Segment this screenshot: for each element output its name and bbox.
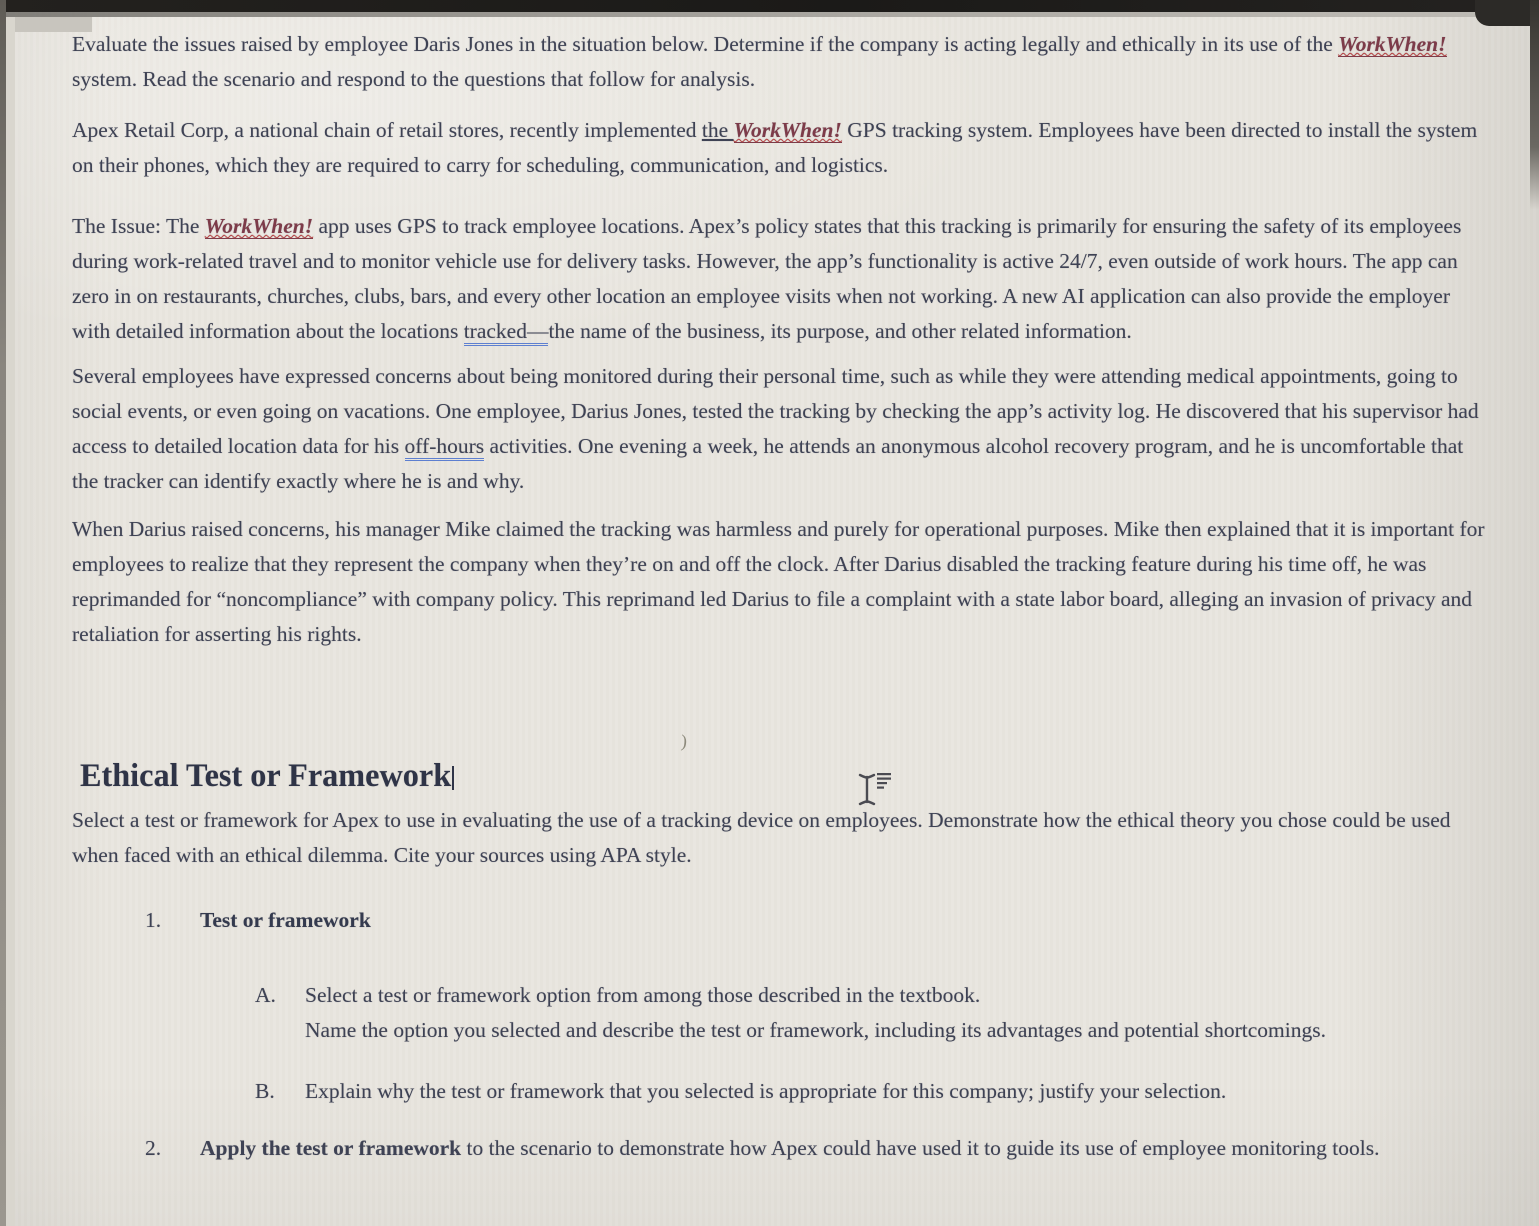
workwhen-link[interactable]: WorkWhen! (204, 214, 314, 238)
text-segment: Several employees have expressed concerns about being monitored during their personal time, such as while they were attending medical appointments, going to social events, or even going on vacations. One employee, Darius Jones, tested the tracking by checking the app’s activity log. He discovered that his supervisor had access to detailed location data for his (72, 364, 1479, 458)
the-issue-paragraph (72, 209, 1490, 349)
list-item-2 (72, 1131, 1490, 1166)
text-segment: app uses GPS to track employee locations. Apex’s policy states that this tracking is primarily for ensuring the safety of its employees during work-related travel and to monitor vehicle use for delivery tasks. However, the app’s functionality is active 24/7, even outside of work hours. The app can zero in on restaurants, churches, clubs, bars, and every other location an employee visits when not working. A new AI application can also provide the employer with detailed information about the locations (72, 214, 1462, 343)
ethical-test-heading (80, 758, 1490, 793)
list-line: Name the option you selected and describe the test or framework, including its advantages and potential shortcomings. (305, 1018, 1326, 1042)
list-item-A (72, 978, 1490, 1048)
text-segment: activities. One evening a week, he attends an anonymous alcohol recovery program, and he is uncomfortable that the tracker can identify exactly where he is and why. (72, 434, 1464, 493)
list-item-1-title: Test or framework (200, 908, 371, 932)
text-segment: the name of the business, its purpose, and other related information. (548, 319, 1132, 343)
list-item-2-text (200, 1131, 1490, 1166)
workwhen-link[interactable]: WorkWhen! (733, 118, 842, 142)
list-marker-2: 2. (145, 1136, 162, 1160)
text-segment: Evaluate the issues raised by employee Daris Jones in the situation below. Determine if the company is acting legally and ethically in its use of the (72, 32, 1339, 56)
workwhen-link[interactable]: WorkWhen! (1338, 32, 1447, 56)
case-intro-paragraph (72, 27, 1490, 97)
stray-photo-mark: ) (680, 730, 688, 752)
list-item-B-text: Explain why the test or framework that you selected is appropriate for this company; justify your selection. (305, 1079, 1227, 1103)
text-segment: Apply the test or framework (200, 1136, 462, 1160)
text-segment: GPS tracking system. Employees have been directed to install the system on their phones, which they are required to carry for scheduling, communication, and logistics. (72, 118, 1478, 177)
text-insertion-caret (452, 766, 454, 790)
ibeam-cursor-icon (852, 770, 898, 817)
text-segment: to the scenario to demonstrate how Apex could have used it to guide its use of employee monitoring tools. (461, 1136, 1380, 1160)
apex-overview-paragraph (72, 113, 1490, 183)
grammar-flagged-text[interactable]: tracked— (464, 319, 549, 346)
darius-complaint-paragraph (72, 512, 1490, 652)
text-segment: system. Read the scenario and respond to the questions that follow for analysis. (72, 67, 756, 91)
list-marker-1: 1. (145, 908, 162, 932)
ethical-test-heading-text: Ethical Test or Framework (80, 757, 452, 793)
text-segment: When Darius raised concerns, his manager Mike claimed the tracking was harmless and purely for operational purposes. Mike then explained that it is important for employees to realize that they represent the company when they’re on and off the clock. After Darius disabled the tracking feature during his time off, he was reprimanded for “noncompliance” with company policy. This reprimand led Darius to file a complaint with a state labor board, alleging an invasion of privacy and retaliation for asserting his rights. (72, 517, 1485, 646)
the-workwhen-link[interactable]: the (701, 118, 734, 142)
framework-prompt-paragraph (72, 803, 1490, 873)
list-line: Select a test or framework option from among those described in the textbook. (305, 983, 981, 1007)
grammar-flagged-text[interactable]: off-hours (405, 434, 485, 461)
list-marker-B: B. (255, 1079, 275, 1103)
text-segment: The Issue: The (72, 214, 205, 238)
list-marker-A: A. (255, 983, 276, 1007)
text-segment: Apex Retail Corp, a national chain of retail stores, recently implemented (72, 118, 702, 142)
list-item-B (72, 1074, 1490, 1109)
list-item-A-text (305, 978, 1490, 1048)
text-segment: Select a test or framework for Apex to use in evaluating the use of a tracking device on employees. Demonstrate how the ethical theory you chose could be used when faced with an ethical dilemma. Cite your sources using APA style. (72, 808, 1451, 867)
list-item-1 (72, 903, 1490, 938)
employee-concerns-paragraph (72, 359, 1490, 499)
